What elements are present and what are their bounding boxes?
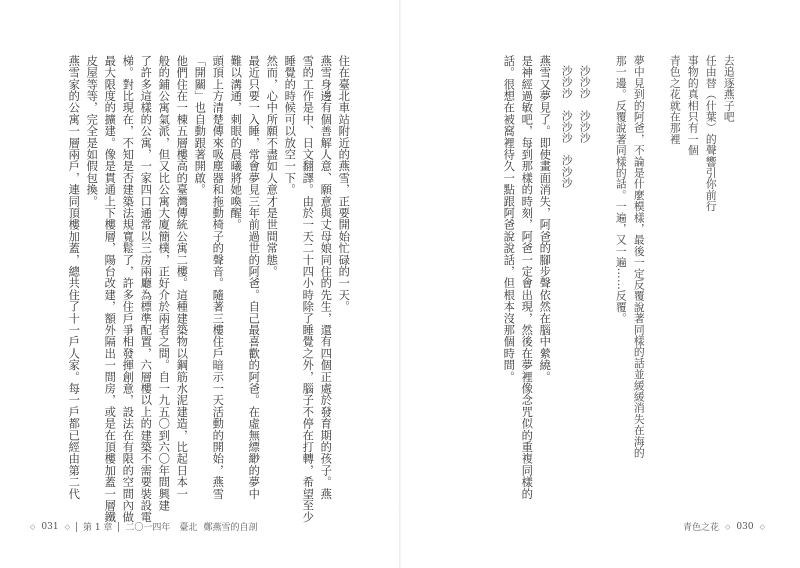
text-column: 話。很想在被窩裡待久一點跟阿爸說說話，但根本沒那個時間。	[502, 55, 516, 383]
chapter-label: 第 1 章	[82, 523, 113, 533]
poem-line: 青色之花就在那裡	[668, 55, 682, 145]
left-running-footer	[30, 520, 257, 533]
poem-line: 那一邊。反覆說著同樣的話。一遍，又一遍……反覆。	[614, 55, 628, 324]
text-column: 最近只要一入睡，常會夢見三年前過世的阿爸。自己最喜歡的阿爸。在虛無縹緲的夢中	[247, 55, 261, 500]
chapter-subtitle: 鄭燕雪的自剖	[203, 523, 258, 533]
diamond-ornament-icon: ◇	[64, 522, 70, 531]
text-column: 是神經過敏吧，每到那樣的時刻，阿爸一定會出現，然後在夢裡像念咒似的重複同樣的	[520, 55, 534, 500]
text-column: 住在臺北車站附近的燕雪，正要開始忙碌的一天。	[337, 55, 351, 313]
poem-line: 去追逐燕子吧	[722, 55, 736, 123]
text-column: 雪的工作是中、日文翻譯。由於一天二十四小時除了睡覺之外，腦子不停在打轉，希望至少	[301, 55, 315, 523]
text-column: 梯。對比現在，不知是否建築法規寬鬆了，許多住戶爭相發揮創意，設法在有限的空間內做	[121, 55, 135, 523]
diamond-ornament-icon: ◇	[30, 522, 36, 531]
text-column: 般的鋪公寓氣派，但又比公寓大廈簡樸，正好介於兩者之間。自一九五〇到六〇年間興建	[157, 55, 171, 512]
text-column: 了許多這樣的公寓，一家四口通常以三房兩廳為標準配置，六層樓以上的建築不需要裝設電	[139, 55, 153, 523]
poem-line: 夢中見到的阿爸，不論是什麼模樣，最後一定反覆說著同樣的話並緩緩消失在海的	[632, 55, 646, 459]
onomatopoeia-line: 沙沙沙 沙沙沙 沙沙沙	[560, 65, 574, 189]
text-column: 燕雪家的公寓一層兩戶，連同頂樓加蓋，總共住了十一戶人家。每一戶都已經由第二代	[67, 55, 81, 500]
text-column: 皮屋等等，完全是如假包換。	[85, 55, 99, 208]
poem-line: 任由替（什葉）的聲響引你前行	[704, 55, 718, 212]
onomatopoeia-line: 沙沙沙 沙沙沙	[578, 65, 592, 144]
text-column: 睡覺的時候可以放空一下。	[283, 55, 297, 196]
book-title: 青色之花	[683, 523, 720, 533]
right-running-footer	[683, 520, 765, 533]
text-column: 「開關」也自動跟著開啟。	[193, 55, 207, 196]
divider	[118, 522, 119, 532]
text-column: 難以溝通，刺眼的晨曦將她喚醒。	[229, 55, 243, 231]
diamond-ornament-icon: ◇	[725, 522, 731, 531]
diamond-ornament-icon: ◇	[759, 522, 765, 531]
text-column: 最大限度的擴建。像是貫通上下樓層，陽台改建，額外隔出一間房，或是在頂樓加蓋一層鐵	[103, 55, 117, 523]
page-number: 030	[736, 521, 754, 532]
text-column: 燕雪身邊有個善解人意、願意與丈母娘同住的先生，還有四個正處於發育期的孩子。燕	[319, 55, 333, 500]
poem-line: 事物的真相只有一個	[686, 55, 700, 156]
text-column: 他們住在一棟五層樓高的臺灣傳統公寓二樓。這種建築物以鋼筋水泥建造，比起日本一	[175, 55, 189, 500]
year-place: 二〇一四年 臺北	[125, 523, 198, 533]
right-page	[400, 0, 800, 568]
divider	[76, 522, 77, 532]
text-column: 頭頂上方清楚傳來吸塵器和拖動椅子的聲音。隨著三樓住戶暗示一天活動的開始，燕雪	[211, 55, 225, 500]
text-column: 燕雪又夢見了。即使畫面消失，阿爸的腳步聲依然在腦中縈繞。	[538, 55, 552, 383]
text-column: 然而，心中所願不盡如人意才是世間常態。	[265, 55, 279, 278]
page-number: 031	[41, 521, 59, 532]
